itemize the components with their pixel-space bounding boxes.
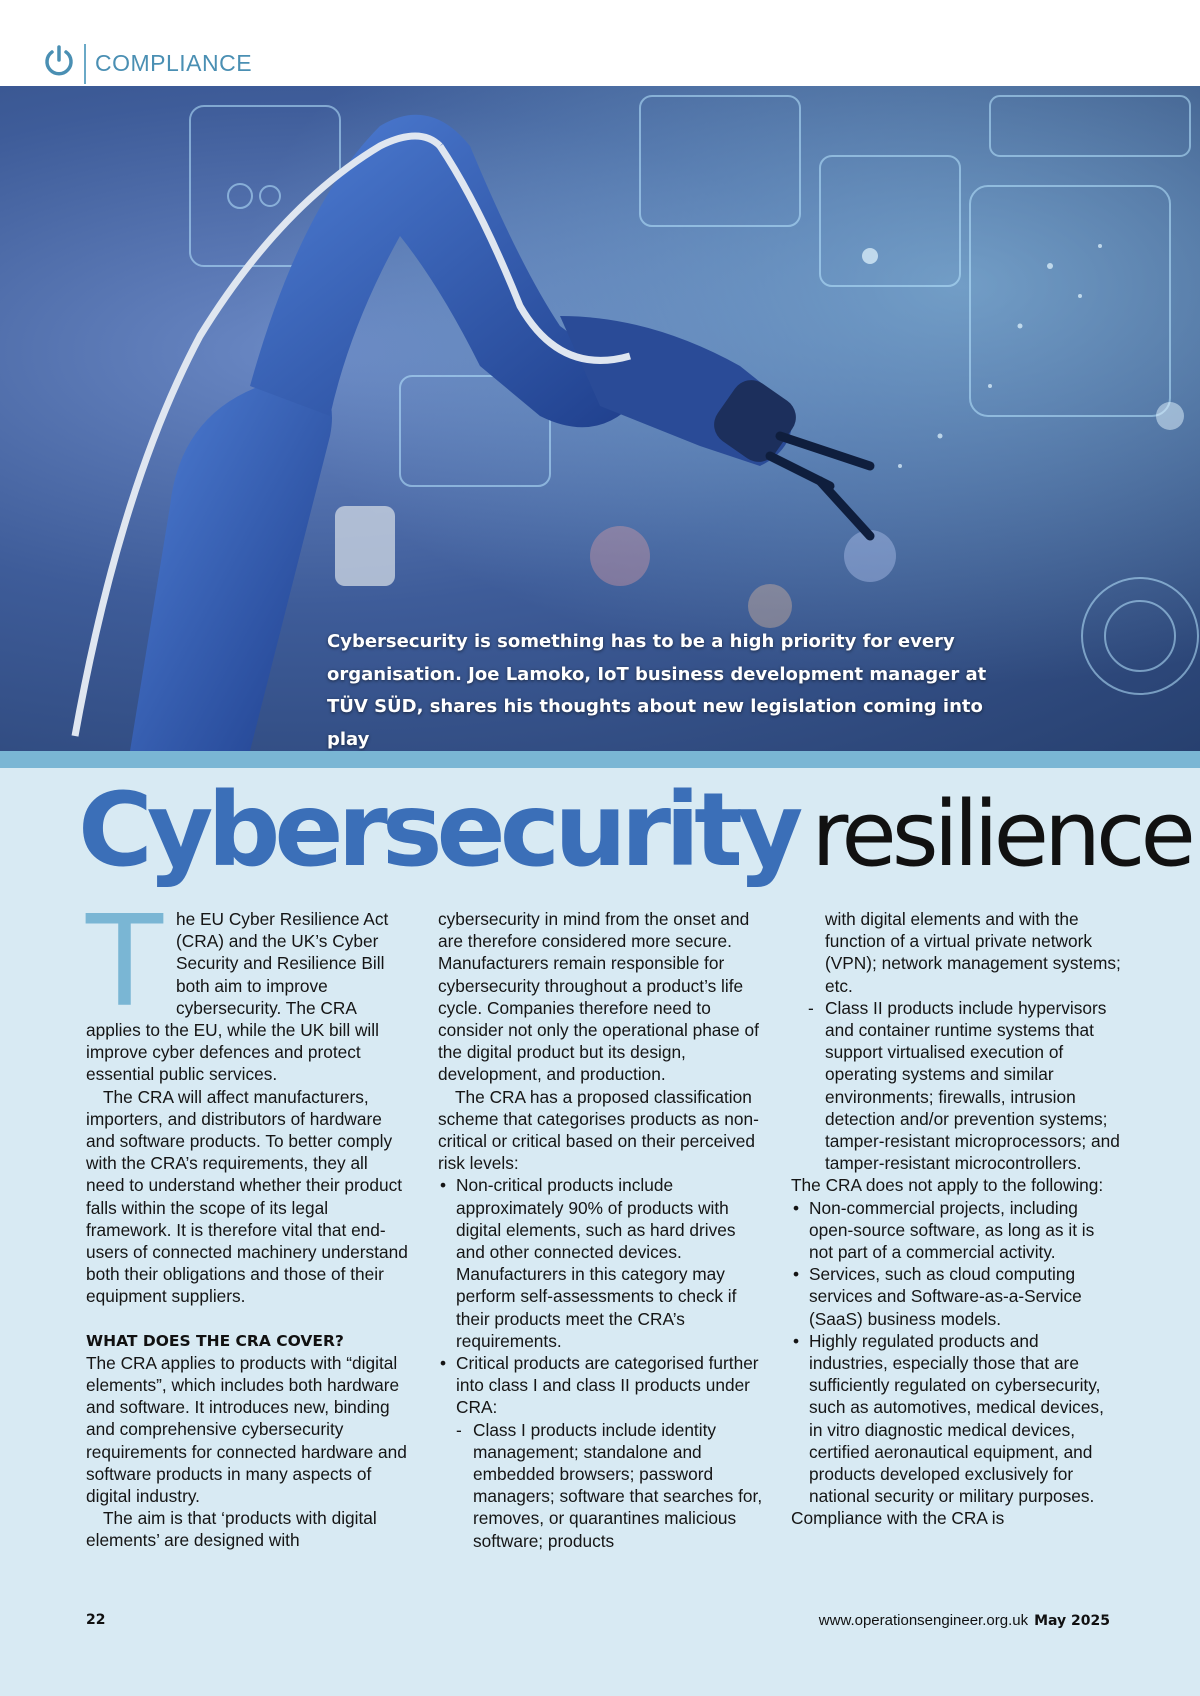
column-1 (86, 888, 408, 1552)
paragraph: Compliance with the CRA is (791, 1508, 1005, 1529)
list-item: • Non-critical products include approximately 90% of products with digital elements, such as hard drives and other connected devices. Manufacturers in this category may perform self-assessments to check if their products meet the CRA’s requirements. (438, 1174, 764, 1352)
column-3 (791, 908, 1121, 1530)
drop-cap: T (86, 888, 163, 1035)
class-ii-list (791, 997, 1121, 1175)
paragraph: The CRA applies to products with “digital elements”, which includes both hardware and software. It introduces new, binding and comprehensive cybersecurity requirements for connected hardware and software products in many aspects of digital industry. (86, 1352, 407, 1507)
paragraph: cybersecurity in mind from the onset and are therefore considered more secure. Manufacturers remain responsible for cybersecurity throughout a product’s life cycle. Companies therefore need to consider not only the operational phase of the digital product but its design, development, and production. (438, 909, 759, 1085)
header-divider (84, 44, 86, 84)
list-item: • Highly regulated products and industries, especially those that are sufficiently regulated on cybersecurity, such as automotives, medical devices, in vitro diagnostic medical devices, certified aeronautical equipment, and products developed exclusively for national security or military purposes. (791, 1330, 1121, 1508)
hero-image (0, 86, 1200, 751)
column-2 (438, 908, 764, 1552)
paragraph: The CRA has a proposed classification scheme that categorises products as non-critical or critical based on their perceived risk levels: (438, 1086, 759, 1174)
classification-list (438, 1174, 764, 1551)
sub-list-item: - Class I products include identity management; standalone and embedded browsers; password managers; software that searches for, removes, or quarantines malicious software; products (438, 1419, 764, 1552)
hero-caption: Cybersecurity is something has to be a high priority for every organisation. Joe Lamoko, IoT business development manager at TÜV SÜD, shares his thoughts about new legislation coming into play (327, 631, 987, 750)
list-item: • Services, such as cloud computing services and Software-as-a-Service (SaaS) business models. (791, 1263, 1121, 1330)
page-header (0, 0, 1200, 86)
section-heading: WHAT DOES THE CRA COVER? (86, 1331, 344, 1350)
paragraph: he EU Cyber Resilience Act (CRA) and the UK’s Cyber Security and Resilience Bill both aim to improve cybersecurity. The CRA applies to the EU, while the UK bill will improve cyber defences and protect essential public services. (86, 909, 389, 1085)
title-bold: Cybersecurity (78, 771, 798, 890)
exclusions-list (791, 1197, 1121, 1508)
paragraph: The CRA will affect manufacturers, importers, and distributors of hardware and software products. To better comply with the CRA’s requirements, they all need to understand whether their product falls within the scope of its legal framework. It is therefore vital that end-users of connected machinery understand both their obligations and those of their equipment suppliers. (86, 1086, 408, 1307)
power-icon (42, 44, 76, 78)
page-number: 22 (86, 1612, 106, 1628)
article-title (78, 771, 1191, 890)
footer-url[interactable]: www.operationsengineer.org.uk (818, 1612, 1029, 1629)
paragraph: The aim is that ‘products with digital elements’ are designed with (86, 1508, 377, 1551)
sub-list-item: - Class II products include hypervisors and container runtime systems that support virtualised execution of operating systems and similar environments; firewalls, intrusion detection and/or prevention systems; tamper-resistant microprocessors; and tamper-resistant microcontrollers. (791, 997, 1121, 1175)
list-item: • Critical products are categorised further into class I and class II products under CRA: (438, 1352, 764, 1419)
section-label: COMPLIANCE (95, 50, 253, 76)
paragraph: The CRA does not apply to the following: (791, 1175, 1104, 1196)
footer-date: May 2025 (1034, 1613, 1110, 1629)
title-light: resilience (811, 782, 1191, 887)
sub-list-item-continued: with digital elements and with the function of a virtual private network (VPN); network management systems; etc. (825, 909, 1121, 996)
footer-info (819, 1612, 1110, 1629)
accent-stripe (0, 751, 1200, 768)
list-item: • Non-commercial projects, including open-source software, as long as it is not part of a commercial activity. (791, 1197, 1121, 1264)
